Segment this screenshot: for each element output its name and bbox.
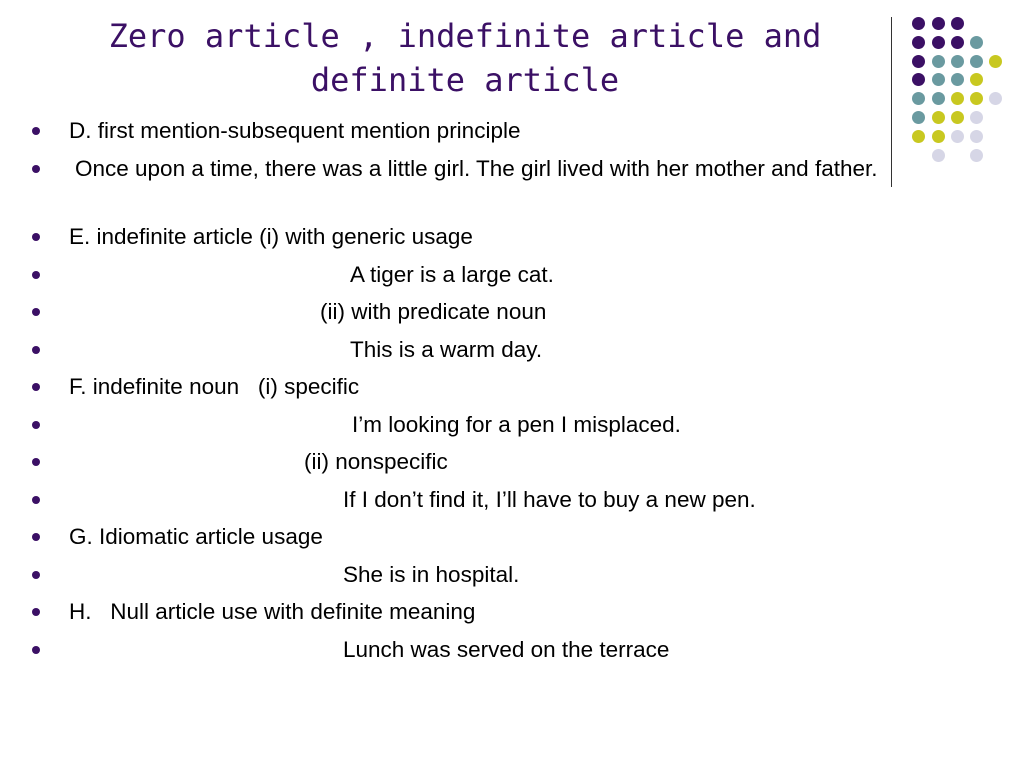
bullet-icon: [32, 233, 40, 241]
list-item-text: She is in hospital.: [343, 562, 520, 587]
bullet-icon: [32, 421, 40, 429]
bullet-icon: [32, 646, 40, 654]
list-item-text: G. Idiomatic article usage: [69, 524, 323, 549]
list-item-text: I’m looking for a pen I misplaced.: [352, 412, 681, 437]
list-item-text: A tiger is a large cat.: [350, 262, 554, 287]
list-item-text: (ii) nonspecific: [304, 449, 448, 474]
title-line-2: definite article: [310, 61, 620, 99]
bullet-icon: [32, 608, 40, 616]
list-item-text: F. indefinite noun (i) specific: [69, 374, 360, 399]
title-line-1: Zero article , indefinite article and: [108, 17, 822, 55]
list-item-text: Lunch was served on the terrace: [343, 637, 670, 662]
bullet-icon: [32, 271, 40, 279]
bullet-icon: [32, 383, 40, 391]
list-item-text: D. first mention-subsequent mention principle: [69, 118, 521, 143]
bullet-icon: [32, 308, 40, 316]
list-item-text: Once upon a time, there was a little girl. The girl lived with her mother and father.: [75, 156, 878, 181]
bullet-icon: [32, 458, 40, 466]
bullet-icon: [32, 346, 40, 354]
bullet-icon: [32, 165, 40, 173]
bullet-icon: [32, 571, 40, 579]
list-item-text: E. indefinite article (i) with generic usage: [69, 224, 473, 249]
bullet-icon: [32, 496, 40, 504]
bullet-icon: [32, 127, 40, 135]
list-item-text: H. Null article use with definite meaning: [69, 599, 476, 624]
list-item-text: (ii) with predicate noun: [320, 299, 547, 324]
bullet-icon: [32, 533, 40, 541]
list-item-text: This is a warm day.: [350, 337, 543, 362]
list-item-text: If I don’t find it, I’ll have to buy a new pen.: [343, 487, 756, 512]
